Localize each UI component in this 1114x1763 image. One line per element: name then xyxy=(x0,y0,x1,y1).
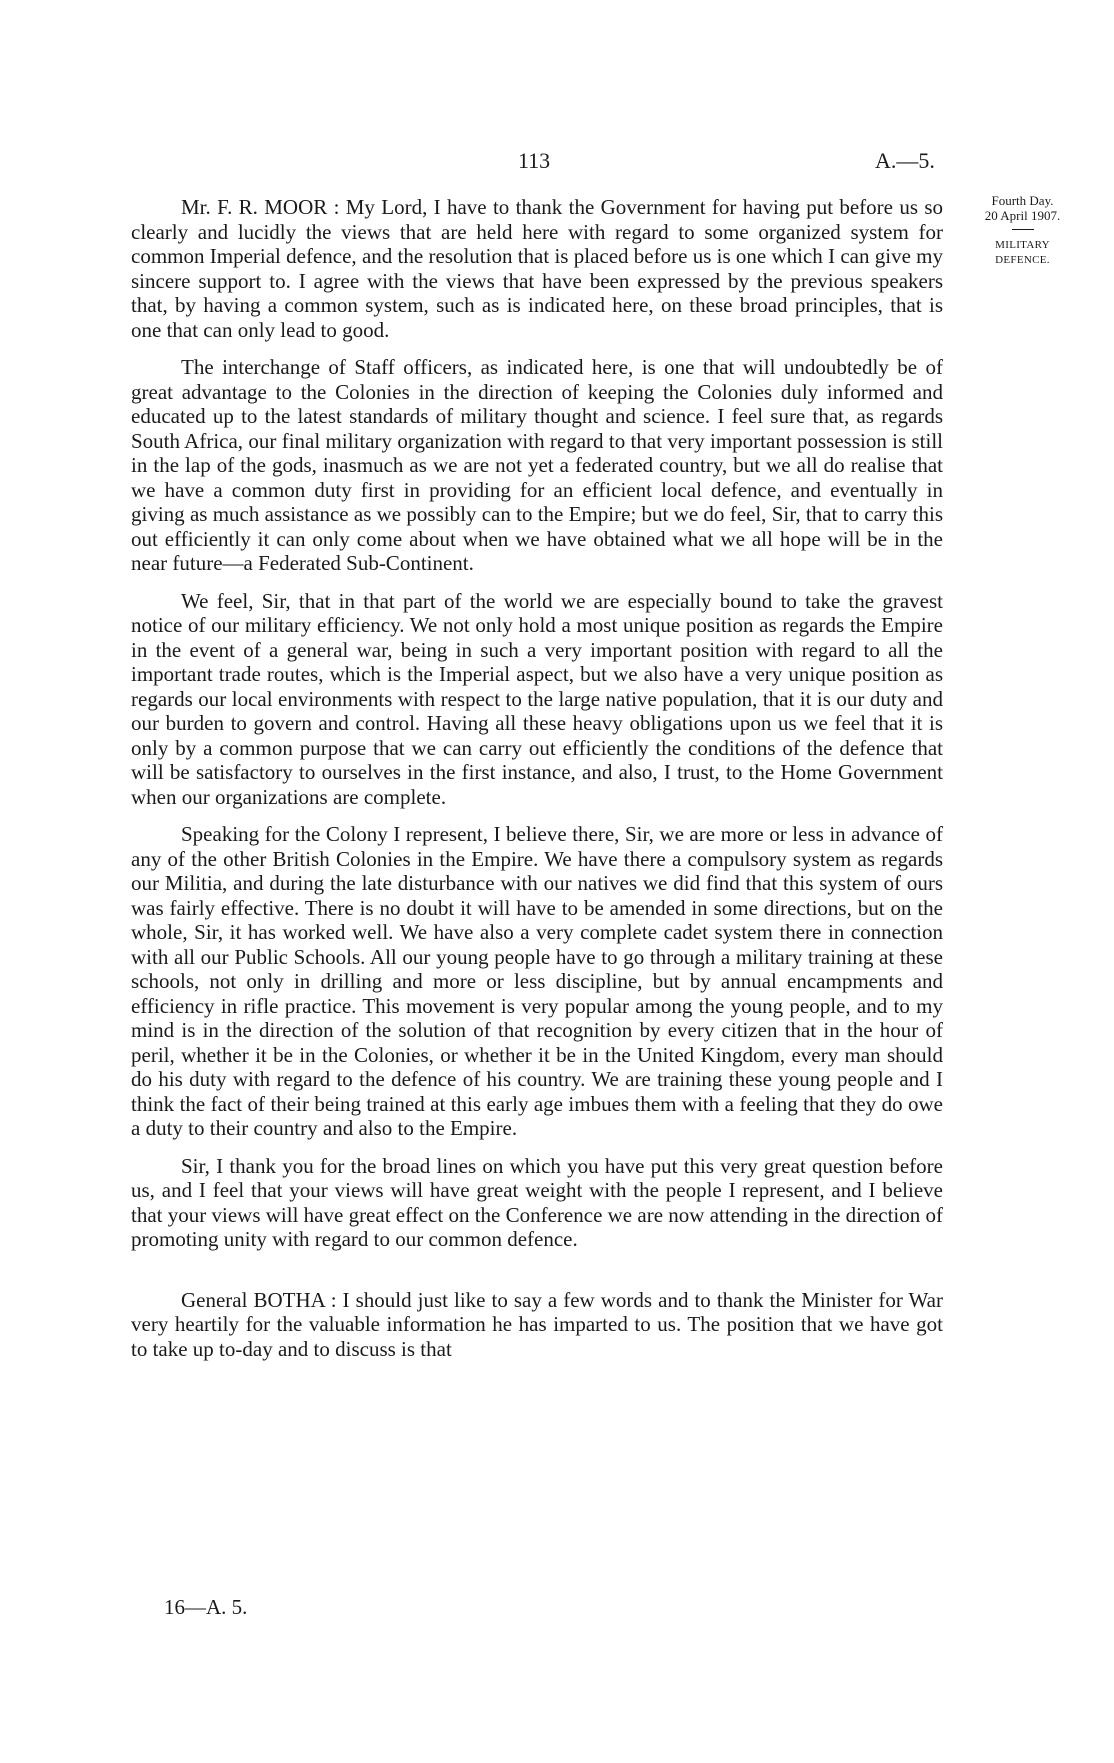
margin-note-topic-line2: DEFENCE. xyxy=(995,254,1050,266)
margin-note-divider xyxy=(1012,229,1034,230)
paragraph-military-efficiency: We feel, Sir, that in that part of the world we are especially bound to take the gravest notice of our military efficiency. We not only hold a most unique position as regards the Empire in the event of a general war, being in such a very important position with regard to all the important trade routes, which is the Imperial aspect, but we also have a very unique position as regards our local environments with respect to the large native population, that it is our duty and our burden to govern and control. Having all these heavy obligations upon us we feel that it is only by a common purpose that we can carry out efficiently the conditions of the defence that will be satisfactory to ourselves in the first instance, and also, I trust, to the Home Government when our organizations are complete. xyxy=(131,588,943,809)
paragraph-staff-officers: The interchange of Staff officers, as indicated here, is one that will undoubtedly be of great advantage to the Colonies in the direction of keeping the Colonies duly informed and educated up to the latest standards of military thought and science. I feel sure that, as regards South Africa, our final military organization with regard to that very important possession is still in the lap of the gods, inasmuch as we are not yet a federated country, but we all do realise that we have a common duty first in providing for an efficient local defence, and eventually in giving as much assistance as we possibly can to the Empire; but we do feel, Sir, that to carry this out efficiently it can only come about when we have obtained what we all hope will be in the near future—a Federated Sub-Continent. xyxy=(131,355,943,575)
paper-reference: A.—5. xyxy=(875,148,935,173)
body-text xyxy=(131,195,943,1374)
margin-note-date: 20 April 1907. xyxy=(984,208,1061,223)
signature-mark: 16—A. 5. xyxy=(164,1595,248,1619)
paragraph-colony-militia: Speaking for the Colony I represent, I believe there, Sir, we are more or less in advance of any of the other British Colonies in the Empire. We have there a compulsory system as regards our Militia, and during the late disturbance with our natives we did find that this system of ours was fairly effective. There is no doubt it will have to be amended in some directions, but on the whole, Sir, it has worked well. We have also a very complete cadet system there in connection with all our Public Schools. All our young people have to go through a military training at these schools, not only in drilling and more or less discipline, but by annual encampments and efficiency in rifle practice. This movement is very popular among the young people, and to my mind is in the direction of the solution of that recognition by every citizen that in the hour of peril, whether it be in the Colonies, or whether it be in the United Kingdom, every man should do his duty with regard to the defence of his country. We are training these young people and I think the fact of their being trained at this early age imbues them with a feeling that they do owe a duty to their country and also to the Empire. xyxy=(131,822,943,1140)
margin-note-day: Fourth Day. xyxy=(991,193,1054,208)
margin-note xyxy=(960,193,1085,268)
paragraph-moor-opening: Mr. F. R. MOOR : My Lord, I have to thank the Government for having put before us so clearly and lucidly the views that are held here with regard to some organized system for common Imperial defence, and the resolution that is placed before us is one which I can give my sincere support to. I agree with the views that have been expressed by the previous speakers that, by having a common system, such as is indicated here, on these broad principles, that is one that can only lead to good. xyxy=(131,195,943,342)
margin-note-topic-line1: MILITARY xyxy=(995,239,1050,251)
paragraph-botha-opening: General BOTHA : I should just like to say a few words and to thank the Minister for War very heartily for the valuable information he has imparted to us. The position that we have got to take up to-day and to discuss is that xyxy=(131,1287,943,1361)
paragraph-moor-closing: Sir, I thank you for the broad lines on which you have put this very great question before us, and I feel that your views will have great weight with the people I represent, and I believe that your views will have great effect on the Conference we are now attending in the direction of promoting unity with regard to our common defence. xyxy=(131,1153,943,1251)
page-number: 113 xyxy=(518,148,551,173)
